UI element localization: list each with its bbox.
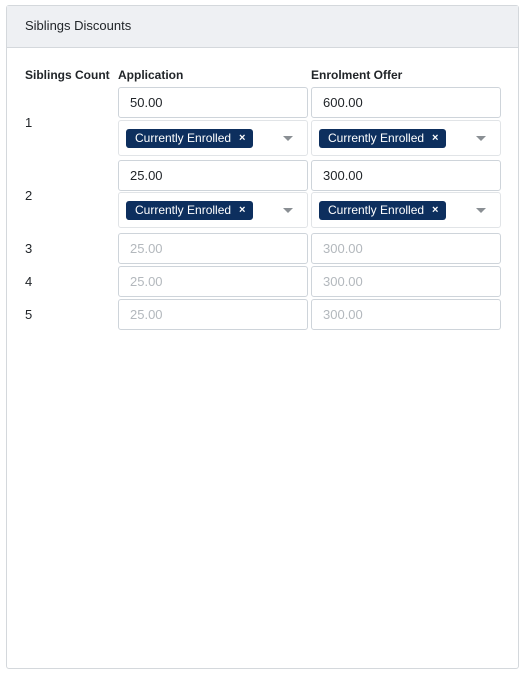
tag-remove-icon[interactable]: × — [239, 132, 246, 144]
condition-tag — [126, 201, 253, 220]
application-condition-select-2[interactable] — [118, 192, 308, 228]
column-header-enrolment-offer: Enrolment Offer — [311, 68, 403, 82]
enrolment-condition-select-2[interactable] — [311, 192, 501, 228]
row-label-3: 3 — [25, 241, 33, 256]
chevron-down-icon[interactable] — [283, 208, 293, 213]
application-amount-input-3[interactable] — [118, 233, 308, 264]
tag-remove-icon[interactable]: × — [432, 132, 439, 144]
row-label-4: 4 — [25, 274, 33, 289]
chevron-down-icon[interactable] — [476, 136, 486, 141]
condition-tag — [319, 129, 446, 148]
application-amount-input-1[interactable] — [118, 87, 308, 118]
enrolment-amount-input-3[interactable] — [311, 233, 501, 264]
column-header-application: Application — [118, 68, 184, 82]
enrolment-amount-input-4[interactable] — [311, 266, 501, 297]
condition-tag — [319, 201, 446, 220]
tag-remove-icon[interactable]: × — [432, 204, 439, 216]
condition-tag-label: Currently Enrolled — [328, 203, 425, 217]
condition-tag-label: Currently Enrolled — [135, 131, 232, 145]
condition-tag-label: Currently Enrolled — [135, 203, 232, 217]
chevron-down-icon[interactable] — [476, 208, 486, 213]
application-condition-select-1[interactable] — [118, 120, 308, 156]
enrolment-amount-input-2[interactable] — [311, 160, 501, 191]
enrolment-amount-input-5[interactable] — [311, 299, 501, 330]
enrolment-amount-input-1[interactable] — [311, 87, 501, 118]
application-amount-input-2[interactable] — [118, 160, 308, 191]
row-label-1: 1 — [25, 115, 33, 130]
row-label-5: 5 — [25, 307, 33, 322]
application-amount-input-5[interactable] — [118, 299, 308, 330]
panel-title: Siblings Discounts — [7, 6, 518, 48]
column-header-siblings-count: Siblings Count — [25, 68, 110, 82]
condition-tag-label: Currently Enrolled — [328, 131, 425, 145]
row-label-2: 2 — [25, 188, 33, 203]
condition-tag — [126, 129, 253, 148]
tag-remove-icon[interactable]: × — [239, 204, 246, 216]
chevron-down-icon[interactable] — [283, 136, 293, 141]
enrolment-condition-select-1[interactable] — [311, 120, 501, 156]
application-amount-input-4[interactable] — [118, 266, 308, 297]
